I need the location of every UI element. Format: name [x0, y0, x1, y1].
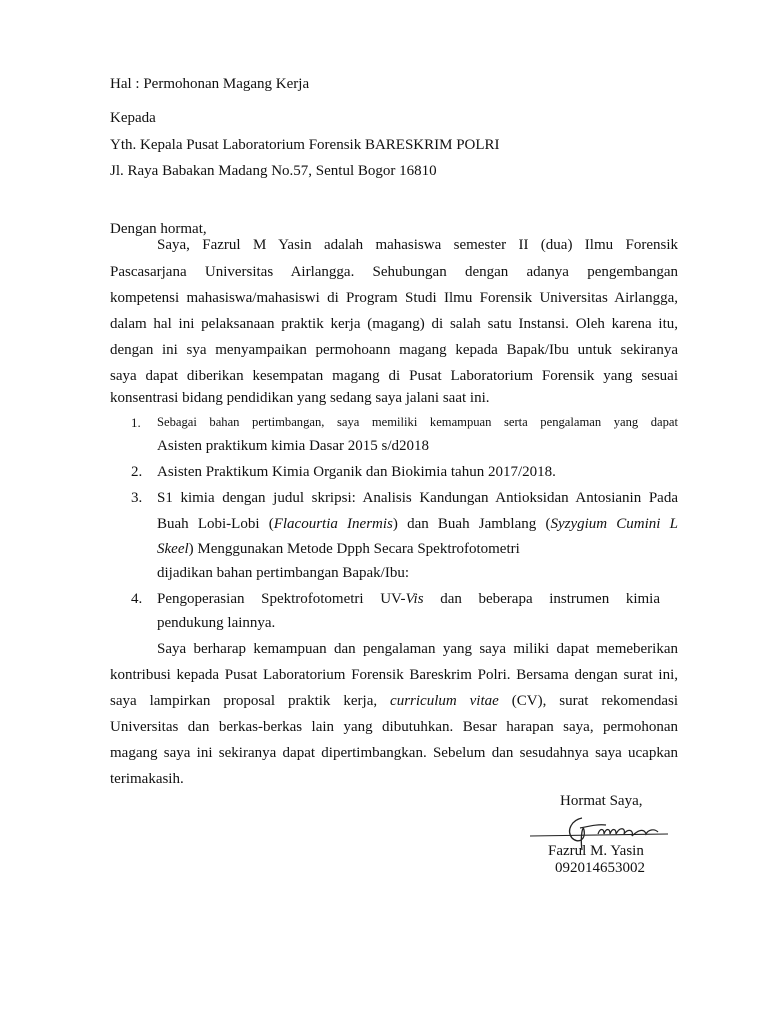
list-item-line: dijadikan bahan pertimbangan Bapak/Ibu: — [157, 565, 410, 581]
intro-line: Saya, Fazrul M Yasin adalah mahasiswa semester II (dua) Ilmu Forensik — [157, 237, 678, 253]
recipient-name: Yth. Kepala Pusat Laboratorium Forensik BARESKRIM POLRI — [110, 137, 500, 153]
list-number: 3. — [131, 490, 143, 506]
closing-line: magang saya ini sekiranya dapat dipertimbangkan. Sebelum dan sesudahnya saya ucapkan — [110, 745, 678, 761]
list-item-line: Sebagai bahan pertimbangan, saya memiliki kemampuan serta pengalaman yang dapat — [157, 415, 678, 429]
intro-line: dalam hal ini pelaksanaan praktik kerja (magang) di salah satu Instansi. Oleh karena itu, — [110, 316, 678, 332]
list-item-line: pendukung lainnya. — [157, 615, 276, 631]
text-run: ) Menggunakan Metode Dpph Secara Spektrofotometri — [188, 541, 520, 557]
signature-id-number: 092014653002 — [555, 860, 645, 876]
intro-line: saya dapat diberikan kesempatan magang di Pusat Laboratorium Forensik yang sesuai — [110, 368, 678, 384]
list-item-line — [157, 591, 660, 608]
signature-salutation: Hormat Saya, — [560, 793, 643, 809]
text-run: saya lampirkan proposal praktik kerja, — [110, 693, 391, 709]
list-item-line — [157, 516, 678, 533]
greeting: Dengan hormat, — [110, 221, 207, 237]
intro-line: konsentrasi bidang pendidikan yang sedang saya jalani saat ini. — [110, 390, 490, 406]
intro-line: Pascasarjana Universitas Airlangga. Sehubungan dengan adanya pengembangan — [110, 264, 678, 280]
closing-line: kontribusi kepada Pusat Laboratorium Forensik Bareskrim Polri. Bersama dengan surat ini, — [110, 667, 678, 683]
italic-text: curriculum vitae — [390, 693, 499, 709]
subject-line: Hal : Permohonan Magang Kerja — [110, 76, 310, 92]
text-run: Pengoperasian Spektrofotometri UV- — [157, 591, 406, 607]
signature-name: Fazrul M. Yasin — [548, 843, 644, 859]
closing-line: terimakasih. — [110, 771, 184, 787]
closing-line: Universitas dan berkas-berkas lain yang dibutuhkan. Besar harapan saya, permohonan — [110, 719, 678, 735]
intro-line: dengan ini sya menyampaikan permohoann magang kepada Bapak/Ibu untuk sekiranya — [110, 342, 678, 358]
text-run: ) dan Buah Jamblang ( — [392, 516, 551, 532]
italic-text: Flacourtia Inermis — [273, 516, 393, 532]
list-item-line: Asisten Praktikum Kimia Organik dan Biokimia tahun 2017/2018. — [157, 464, 556, 480]
closing-line: Saya berharap kemampuan dan pengalaman yang saya miliki dapat memeberikan — [157, 641, 678, 657]
list-item-line: Asisten praktikum kimia Dasar 2015 s/d2018 — [157, 438, 430, 454]
recipient-to: Kepada — [110, 110, 156, 126]
italic-text: Skeel — [157, 541, 189, 557]
list-number: 4. — [131, 591, 143, 607]
text-run: Buah Lobi-Lobi ( — [157, 516, 274, 532]
italic-text: Syzygium Cumini L — [550, 516, 678, 532]
recipient-address: Jl. Raya Babakan Madang No.57, Sentul Bogor 16810 — [110, 163, 437, 179]
text-run: dan beberapa instrumen kimia — [423, 591, 660, 607]
text-run: (CV), surat rekomendasi — [498, 693, 678, 709]
italic-text: Vis — [405, 591, 424, 607]
list-item-line — [157, 541, 678, 558]
intro-line: kompetensi mahasiswa/mahasiswi di Program Studi Ilmu Forensik Universitas Airlangga, — [110, 290, 678, 306]
closing-line — [110, 693, 678, 710]
list-number: 2. — [131, 464, 143, 480]
list-number: 1. — [131, 415, 141, 430]
list-item-line: S1 kimia dengan judul skripsi: Analisis Kandungan Antioksidan Antosianin Pada — [157, 490, 678, 506]
